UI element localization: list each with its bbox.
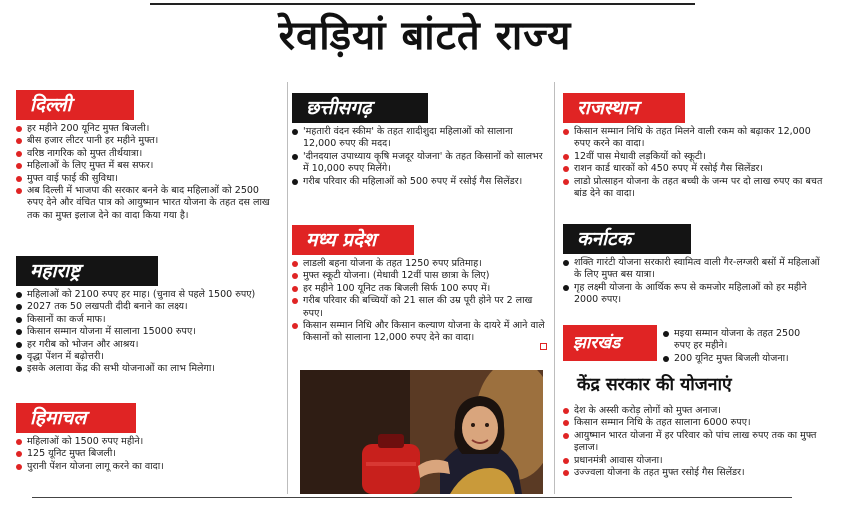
section-title-rajasthan: राजस्थान [563, 93, 685, 123]
section-maharashtra [16, 256, 278, 376]
section-title-maharashtra: महाराष्ट्र [16, 256, 158, 286]
page-headline: रेवड़ियां बांटते राज्य [278, 13, 572, 59]
list-item: 12वीं पास मेधावी लड़कियों को स्कूटी। [563, 151, 823, 163]
list-item: हर गरीब को भोजन और आश्रय। [16, 339, 278, 351]
list-item: 200 यूनिट मुफ्त बिजली योजना। [663, 353, 813, 365]
top-rule [150, 3, 695, 5]
list-item: इसके अलावा केंद्र की सभी योजनाओं का लाभ मिलेगा। [16, 363, 278, 375]
list-item: किसान सम्मान निधि और किसान कल्याण योजना के दायरे में आने वाले किसानों को सालाना 12,000 रुपए देने का वादा। [292, 320, 548, 345]
list-item: किसानों का कर्ज माफ। [16, 314, 278, 326]
list-item: गृह लक्ष्मी योजना के आर्थिक रूप से कमजोर महिलाओं को हर महीने 2000 रुपए। [563, 282, 823, 307]
list-item: गरीब परिवार की बच्चियों को 21 साल की उम्र पूरी होने पर 2 लाख रुपए। [292, 295, 548, 320]
section-delhi [16, 90, 278, 222]
list-item: पुरानी पेंशन योजना लागू करने का वादा। [16, 461, 278, 473]
list-item: 'दीनदयाल उपाध्याय कृषि मजदूर योजना' के तहत किसानों को सालभर में 10,000 रुपए मिलेंगे। [292, 151, 548, 176]
section-title-centre: केंद्र सरकार की योजनाएं [577, 375, 732, 395]
list-item: लाडो प्रोत्साहन योजना के तहत बच्ची के जन्म पर दो लाख रुपए का बचत बांड देने का वादा। [563, 176, 823, 201]
section-title-madhya-pradesh: मध्य प्रदेश [292, 225, 414, 255]
list-item: उज्ज्वला योजना के तहत मुफ्त रसोई गैस सिलेंडर। [563, 467, 825, 479]
list-item: वरिष्ठ नागरिक को मुफ्त तीर्थयात्रा। [16, 148, 278, 160]
list-item: महिलाओं को 2100 रुपए हर माह। (चुनाव से पहले 1500 रुपए) [16, 289, 278, 301]
list-item: देश के अस्सी करोड़ लोगों को मुफ्त अनाज। [563, 405, 825, 417]
list-item: मुफ्त स्कूटी योजना। (मेधावी 12वीं पास छात्रा के लिए) [292, 270, 548, 282]
list-item: मुफ्त वाई फाई की सुविधा। [16, 173, 278, 185]
section-title-jharkhand: झारखंड [563, 325, 657, 361]
list-item: वृद्धा पेंशन में बढ़ोत्तरी। [16, 351, 278, 363]
list-item: गरीब परिवार की महिलाओं को 500 रुपए में रसोई गैस सिलेंडर। [292, 176, 548, 188]
list-item: 2027 तक 50 लखपती दीदी बनाने का लक्ष्य। [16, 301, 278, 313]
section-title-himachal: हिमाचल [16, 403, 136, 433]
section-karnataka [563, 224, 823, 307]
bottom-rule [32, 497, 792, 498]
list-item: मइया सम्मान योजना के तहत 2500 रुपए हर महीने। [663, 328, 813, 353]
list-item: बीस हजार लीटर पानी हर महीने मुफ्त। [16, 135, 278, 147]
section-madhya-pradesh [292, 225, 548, 345]
list-item: 'महतारी वंदन स्कीम' के तहत शादीशुदा महिलाओं को सालाना 12,000 रुपए की मदद। [292, 126, 548, 151]
list-item: हर महीने 200 यूनिट मुफ्त बिजली। [16, 123, 278, 135]
section-rajasthan [563, 93, 823, 200]
section-title-chhattisgarh: छत्तीसगढ़ [292, 93, 428, 123]
list-item: किसान सम्मान योजना में सालाना 15000 रुपए। [16, 326, 278, 338]
section-himachal [16, 403, 278, 473]
list-item: राशन कार्ड धारकों को 450 रुपए में रसोई गैस सिलेंडर। [563, 163, 823, 175]
section-jharkhand [563, 325, 823, 364]
list-item: किसान सम्मान निधि के तहत सालाना 6000 रुपए। [563, 417, 825, 429]
list-item: महिलाओं के लिए मुफ्त में बस सफर। [16, 160, 278, 172]
list-item: प्रधानमंत्री आवास योजना। [563, 455, 825, 467]
section-title-karnataka: कर्नाटक [563, 224, 691, 254]
list-item: महिलाओं को 1500 रुपए महीने। [16, 436, 278, 448]
photo-illustration [300, 370, 543, 494]
column-divider [554, 82, 555, 494]
list-item: शक्ति गारंटी योजना सरकारी स्वामित्व वाली गैर-लग्जरी बसों में महिलाओं के लिए मुफ्त बस यात्रा। [563, 257, 823, 282]
end-mark [540, 343, 547, 350]
section-title-delhi: दिल्ली [16, 90, 134, 120]
list-item: 125 यूनिट मुफ्त बिजली। [16, 448, 278, 460]
list-item: हर महीने 100 यूनिट तक बिजली सिर्फ 100 रुपए में। [292, 283, 548, 295]
section-centre [563, 402, 825, 479]
list-item: लाडली बहना योजना के तहत 1250 रुपए प्रतिमाह। [292, 258, 548, 270]
column-divider [287, 82, 288, 494]
section-chhattisgarh [292, 93, 548, 188]
woman-with-gas-cylinder-photo [300, 370, 543, 494]
list-item: अब दिल्ली में भाजपा की सरकार बनने के बाद महिलाओं को 2500 रुपए देने और वंचित पात्र को आयुष्मान भारत योजना के तहत दस लाख तक का मुफ्त इलाज देने का वादा किया गया है। [16, 185, 278, 222]
list-item: आयुष्मान भारत योजना में हर परिवार को पांच लाख रुपए तक का मुफ्त इलाज। [563, 430, 825, 455]
list-item: किसान सम्मान निधि के तहत मिलने वाली रकम को बढ़ाकर 12,000 रुपए करने का वादा। [563, 126, 823, 151]
